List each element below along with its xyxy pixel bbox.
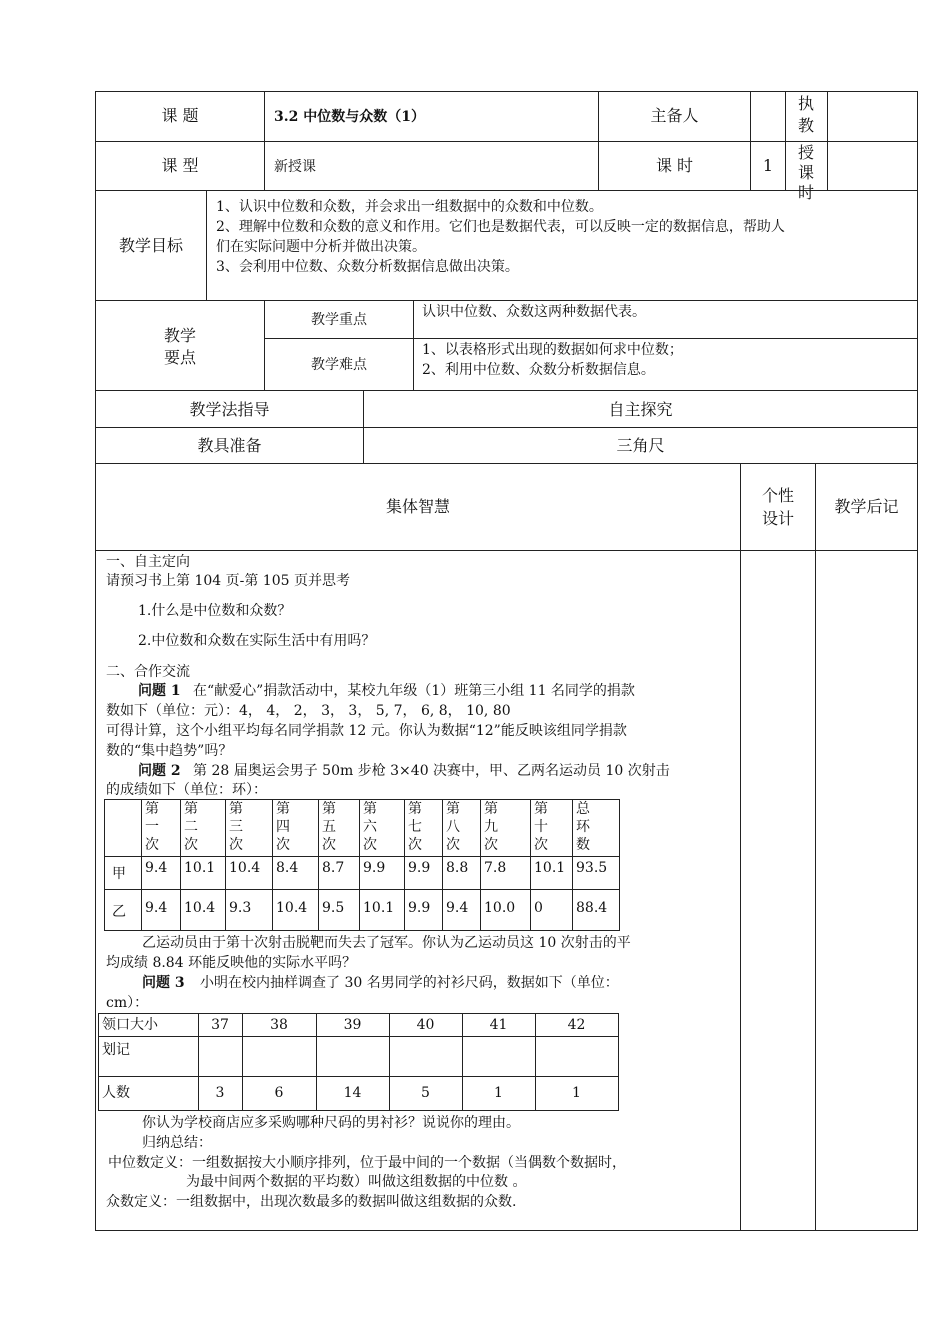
- problem2-after-line2: 均成绩 8.84 环能反映他的实际水平吗？: [106, 955, 357, 971]
- shooting-value: 8.7: [322, 860, 345, 876]
- shooting-row-name: 甲: [112, 866, 126, 882]
- shooting-header-char: 第: [184, 801, 198, 817]
- shooting-header-char: 六: [363, 819, 377, 835]
- shooting-header-char: 次: [534, 837, 548, 853]
- preparer-label: 主备人: [650, 106, 699, 125]
- problem3-label: 问题 3: [142, 975, 185, 991]
- shooting-value: 9.3: [229, 900, 252, 916]
- shooting-header-char: 数: [576, 837, 590, 853]
- shooting-header-char: 总: [576, 801, 590, 817]
- method-value: 自主探究: [608, 400, 673, 419]
- shooting-value: 9.4: [145, 900, 168, 916]
- shooting-header-char: 次: [184, 837, 198, 853]
- tools-label: 教具准备: [197, 436, 262, 455]
- shooting-header-char: 次: [322, 837, 336, 853]
- shooting-row-name: 乙: [112, 904, 126, 920]
- mode-definition: 众数定义：一组数据中，出现次数最多的数据叫做这组数据的众数.: [106, 1194, 517, 1210]
- shooting-header-char: 次: [145, 837, 159, 853]
- shooting-header-char: 四: [276, 819, 290, 835]
- shooting-header-char: 十: [534, 819, 548, 835]
- problem1-line1: 在“献爱心”捐款活动中，某校九年级（1）班第三小组 11 名同学的捐款: [193, 683, 635, 699]
- shooting-header-char: 第: [322, 801, 336, 817]
- type-value: 新授课: [274, 159, 316, 175]
- shooting-header-char: 次: [408, 837, 422, 853]
- shooting-header-char: 九: [484, 819, 498, 835]
- personal-header-line1: 个性: [761, 486, 794, 505]
- shooting-value: 9.5: [322, 900, 345, 916]
- shooting-header-char: 第: [363, 801, 377, 817]
- time-label-char-3: 时: [797, 183, 814, 202]
- topic-label: 课 题: [161, 106, 199, 125]
- keypoints-label-line2: 要点: [163, 348, 196, 367]
- wisdom-header: 集体智慧: [385, 497, 450, 516]
- shooting-header-char: 第: [446, 801, 460, 817]
- size-value: 42: [567, 1017, 586, 1033]
- teach-label-char-2: 教: [797, 116, 814, 135]
- median-definition-line2: 为最中间两个数据的平均数）叫做这组数据的中位数 。: [186, 1174, 527, 1190]
- count-row-label: 人数: [102, 1085, 130, 1101]
- shooting-header-char: 二: [184, 819, 198, 835]
- keypoints-label-line1: 教学: [163, 326, 196, 345]
- objectives-label: 教学目标: [118, 236, 183, 255]
- focus-label: 教学重点: [311, 312, 367, 328]
- shooting-header-char: 次: [446, 837, 460, 853]
- problem2-line2: 的成绩如下（单位：环）：: [106, 782, 267, 798]
- count-value: 3: [215, 1085, 225, 1101]
- count-value: 5: [421, 1085, 430, 1101]
- shooting-value: 10.4: [184, 900, 216, 916]
- type-label: 课 型: [161, 156, 199, 175]
- shooting-value: 9.9: [363, 860, 386, 876]
- shooting-value: 10.1: [184, 860, 216, 876]
- size-value: 39: [343, 1017, 362, 1033]
- personal-header-line2: 设计: [761, 509, 794, 528]
- objective-line-2: 2、理解中位数和众数的意义和作用。它们也是数据代表，可以反映一定的数据信息，帮助人: [216, 219, 785, 235]
- problem1-line3: 可得计算，这个小组平均每名同学捐款 12 元。你认为数据“12”能反映该组同学捐款: [106, 723, 627, 739]
- shooting-value: 88.4: [576, 900, 608, 916]
- problem2-label: 问题 2: [138, 763, 181, 779]
- shooting-table: [104, 799, 619, 931]
- tools-value: 三角尺: [616, 436, 665, 455]
- count-value: 14: [343, 1085, 362, 1101]
- time-label-char-2: 课: [797, 163, 814, 182]
- question-b: 2.中位数和众数在实际生活中有用吗？: [138, 633, 376, 649]
- shooting-value: 9.9: [408, 860, 431, 876]
- hours-label: 课 时: [655, 156, 694, 175]
- section2-title: 二、合作交流: [106, 664, 190, 680]
- shooting-value: 8.8: [446, 860, 469, 876]
- shooting-value: 9.4: [446, 900, 469, 916]
- shooting-value: 10.0: [484, 900, 516, 916]
- size-value: 41: [489, 1017, 508, 1033]
- shooting-header-char: 第: [276, 801, 290, 817]
- problem3-after: 你认为学校商店应多采购哪种尺码的男衬衫？说说你的理由。: [142, 1115, 520, 1131]
- shooting-header-char: 八: [446, 819, 460, 835]
- shooting-value: 10.4: [276, 900, 308, 916]
- hours-value: 1: [762, 156, 774, 175]
- section1-title: 一、自主定向: [106, 554, 190, 570]
- tally-row-label: 划记: [102, 1042, 130, 1058]
- shooting-value: 0: [534, 900, 543, 916]
- shooting-header-char: 第: [229, 801, 243, 817]
- shooting-header-char: 次: [484, 837, 498, 853]
- objective-line-1: 1、认识中位数和众数，并会求出一组数据中的众数和中位数。: [216, 199, 603, 215]
- shooting-value: 10.1: [534, 860, 566, 876]
- notes-header: 教学后记: [834, 497, 899, 516]
- difficulty-line-1: 1、以表格形式出现的数据如何求中位数；: [422, 342, 683, 358]
- shooting-value: 9.9: [408, 900, 431, 916]
- teach-label-char-1: 执: [797, 94, 814, 113]
- shooting-header-char: 次: [276, 837, 290, 853]
- method-label: 教学法指导: [189, 400, 270, 419]
- difficulty-line-2: 2、利用中位数、众数分析数据信息。: [422, 362, 655, 378]
- count-value: 1: [572, 1085, 581, 1101]
- shooting-value: 9.4: [145, 860, 168, 876]
- size-value: 37: [211, 1017, 229, 1033]
- difficulty-label: 教学难点: [311, 357, 367, 373]
- topic-value: 3.2 中位数与众数（1）: [274, 109, 425, 125]
- question-a: 1.什么是中位数和众数？: [138, 603, 292, 619]
- problem1-line2: 数如下（单位：元）：4， 4， 2， 3， 3， 5, 7， 6, 8， 10, 80: [106, 703, 511, 719]
- size-row-label: 领口大小: [102, 1017, 158, 1033]
- problem3-line2: cm）：: [106, 995, 149, 1011]
- objective-line-4: 3、会利用中位数、众数分析数据信息做出决策。: [216, 259, 519, 275]
- problem2-after-line1: 乙运动员由于第十次射击脱靶而失去了冠军。你认为乙运动员这 10 次射击的平: [142, 935, 631, 951]
- shooting-value: 93.5: [576, 860, 608, 876]
- shooting-header-char: 第: [484, 801, 498, 817]
- size-value: 38: [270, 1017, 288, 1033]
- size-value: 40: [416, 1017, 435, 1033]
- problem2-line1: 第 28 届奥运会男子 50m 步枪 3×40 决赛中，甲、乙两名运动员 10 次射击: [193, 763, 670, 779]
- section1-line: 请预习书上第 104 页-第 105 页并思考: [106, 573, 350, 589]
- shooting-header-char: 环: [576, 819, 590, 835]
- focus-text: 认识中位数、众数这两种数据代表。: [422, 304, 646, 320]
- shirt-size-table: [98, 1013, 618, 1111]
- shooting-header-char: 第: [145, 801, 159, 817]
- shooting-header-char: 三: [229, 819, 243, 835]
- shooting-header-char: 一: [145, 819, 159, 835]
- shooting-value: 10.4: [229, 860, 261, 876]
- shooting-header-char: 第: [408, 801, 422, 817]
- time-label-char-1: 授: [797, 143, 814, 162]
- median-definition-line1: 中位数定义：一组数据按大小顺序排列，位于最中间的一个数据（当偶数个数据时，: [108, 1155, 626, 1171]
- shooting-header-char: 七: [408, 819, 422, 835]
- count-value: 6: [274, 1085, 284, 1101]
- problem1-label: 问题 1: [138, 683, 181, 699]
- shooting-value: 10.1: [363, 900, 395, 916]
- shooting-value: 7.8: [484, 860, 507, 876]
- shooting-value: 8.4: [276, 860, 299, 876]
- shooting-header-char: 次: [363, 837, 377, 853]
- shooting-header-char: 次: [229, 837, 243, 853]
- shooting-header-char: 第: [534, 801, 548, 817]
- problem1-line4: 数的“集中趋势”吗？: [106, 743, 233, 759]
- problem3-line1: 小明在校内抽样调查了 30 名男同学的衬衫尺码，数据如下（单位：: [200, 975, 619, 991]
- shooting-header-char: 五: [322, 819, 336, 835]
- summary-title: 归纳总结：: [142, 1135, 212, 1151]
- objective-line-3: 们在实际问题中分析并做出决策。: [216, 239, 426, 255]
- count-value: 1: [494, 1085, 503, 1101]
